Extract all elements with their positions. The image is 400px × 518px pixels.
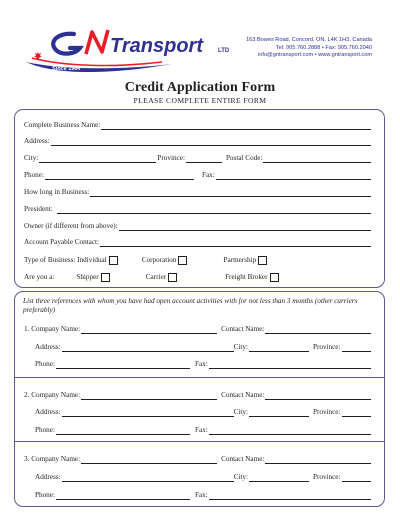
ref1-address-label: Address: [35,343,61,351]
logo-suffix: LTD [218,48,230,54]
ref3-phone-field[interactable] [56,492,190,500]
ap-contact-row [24,238,371,247]
fax-label: Fax: [201,171,215,179]
form-subtitle: PLEASE COMPLETE ENTIRE FORM [133,96,267,105]
ref2-province-label: Province: [312,408,341,416]
ref3-address-row [35,473,371,482]
ref3-contact-label: Contact Name: [221,455,265,463]
phone-label: Phone: [24,171,44,179]
freight-broker-label: Freight Broker [225,273,268,281]
company-address: 163 Bowes Road, Concord, ON, L4K 1H3, Canada [246,37,372,43]
owner-row [24,222,371,231]
city-row [24,154,371,163]
ref2-city-label: City: [233,408,248,416]
shipper-checkbox[interactable] [101,273,110,282]
business-name-field[interactable] [101,122,371,130]
ref1-phone-label: Phone: [35,360,55,368]
form-title: Credit Application Form [124,80,276,95]
ref3-address-field[interactable] [62,474,234,482]
postal-code-field[interactable] [263,155,371,163]
individual-checkbox[interactable] [109,256,118,265]
are-you-label: Are you a: [24,273,55,281]
ref2-province-field[interactable] [342,409,372,417]
ref2-company-row [24,391,371,400]
city-label: City: [24,154,39,162]
ref3-company-row [24,455,371,464]
ref1-city-label: City: [233,343,248,351]
ref3-fax-label: Fax: [194,491,208,499]
company-web: info@gntransport.com • www.gntransport.com [258,52,372,59]
ref2-company-field[interactable] [81,392,217,400]
ref3-province-field[interactable] [342,474,372,482]
how-long-field[interactable] [90,189,371,197]
province-label: Province: [157,154,185,162]
ref3-company-field[interactable] [81,456,217,464]
ref2-phone-field[interactable] [56,427,190,435]
ref1-contact-field[interactable] [265,326,371,334]
references-note: List three references with whom you have had open account activities with for not less than 3 months (other carriers preferably) [23,297,358,315]
ap-contact-label: Account Payable Contact: [24,238,100,246]
business-type-row [24,256,371,265]
ref1-fax-label: Fax: [194,360,208,368]
address-label: Address: [24,137,50,145]
city-field[interactable] [39,155,156,163]
ref3-fax-field[interactable] [209,492,371,500]
ref2-address-label: Address: [35,408,61,416]
ref2-fax-field[interactable] [209,427,371,435]
owner-field[interactable] [119,223,371,231]
carrier-checkbox[interactable] [168,273,177,282]
business-name-row [24,121,371,130]
postal-code-label: Postal Code: [225,154,263,162]
ref1-fax-field[interactable] [209,361,371,369]
fax-field[interactable] [216,172,371,180]
province-field[interactable] [186,155,222,163]
how-long-label: How long in Business: [24,188,90,196]
ref3-city-field[interactable] [249,474,309,482]
ref1-phone-field[interactable] [56,361,190,369]
logo-since: Since 1984 [52,66,81,72]
ref3-province-label: Province: [312,473,341,481]
corporation-checkbox[interactable] [178,256,187,265]
president-label: President: [24,205,53,213]
ref1-province-label: Province: [312,343,341,351]
ref2-fax-label: Fax: [194,426,208,434]
ref1-province-field[interactable] [342,344,372,352]
ref2-address-field[interactable] [62,409,234,417]
partnership-label: Partnership [223,256,257,264]
business-name-label: Complete Business Name: [24,121,101,129]
company-phone-fax: Tel: 905.760.2888 • Fax: 905.760.2040 [275,44,372,51]
ref3-address-label: Address: [35,473,61,481]
address-row [24,137,371,146]
ref2-phone-row [35,426,371,435]
ref1-company-row [24,325,371,334]
ref1-phone-row [35,360,371,369]
corporation-label: Corporation [141,256,177,264]
ref3-phone-row [35,491,371,500]
shipper-label: Shipper [76,273,99,281]
ref3-city-label: City: [233,473,248,481]
ref1-company-label: 1. Company Name: [24,325,81,333]
how-long-row [24,188,371,197]
ref1-address-row [35,343,371,352]
address-field[interactable] [51,138,371,146]
carrier-label: Carrier [145,273,167,281]
ref2-city-field[interactable] [249,409,309,417]
ap-contact-field[interactable] [100,239,371,247]
ref2-address-row [35,408,371,417]
business-type-label: Type of Business: Individual [24,256,107,264]
ref-divider-1 [14,377,385,378]
owner-label: Owner (if different from above): [24,222,118,230]
company-contact [202,37,372,60]
phone-field[interactable] [45,172,194,180]
phone-row [24,171,371,180]
ref2-company-label: 2. Company Name: [24,391,81,399]
president-field[interactable] [57,206,371,214]
president-row [24,205,371,214]
partnership-checkbox[interactable] [258,256,267,265]
ref2-contact-field[interactable] [265,392,371,400]
ref3-contact-field[interactable] [265,456,371,464]
ref3-phone-label: Phone: [35,491,55,499]
freight-broker-checkbox[interactable] [270,273,279,282]
logo-wordmark: Transport [110,35,203,57]
ref1-city-field[interactable] [249,344,309,352]
are-you-row [24,273,371,282]
ref1-contact-label: Contact Name: [221,325,265,333]
ref1-address-field[interactable] [62,344,234,352]
ref-divider-2 [14,441,385,442]
ref2-phone-label: Phone: [35,426,55,434]
header [0,0,400,80]
ref1-company-field[interactable] [81,326,217,334]
ref3-company-label: 3. Company Name: [24,455,81,463]
ref2-contact-label: Contact Name: [221,391,265,399]
